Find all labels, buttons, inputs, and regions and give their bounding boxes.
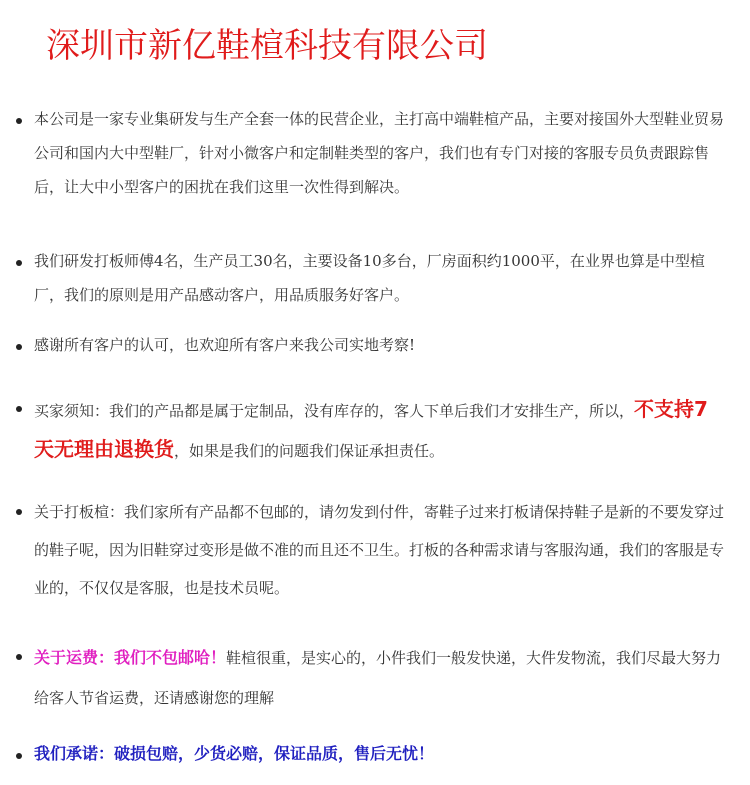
buyer-notice-tail: ，如果是我们的问题我们保证承担责任。 [174, 442, 445, 460]
thanks-paragraph: 感谢所有客户的认可，也欢迎所有客户来我公司实地考察! [34, 336, 416, 354]
bullet-icon [16, 260, 22, 266]
shipping-text: 鞋楦很重，是实心的，小件我们一般发快递，大件发物流，我们尽最大努力给客人节省运费，还请感谢您的理解 [34, 649, 722, 707]
no-return-warning: 不支持7天无理由退换货 [34, 397, 708, 461]
bullet-icon [16, 118, 22, 124]
buyer-notice-paragraph [34, 390, 724, 470]
bullet-icon [16, 406, 22, 412]
sample-last-paragraph: 关于打板楦：我们家所有产品都不包邮的，请勿发到付件，寄鞋子过来打板请保持鞋子是新的不要发穿过的鞋子呢，因为旧鞋穿过变形是做不准的而且还不卫生。打板的各种需求请与客服沟通，我们的客服是专业的，不仅仅是客服，也是技术员呢。 [34, 503, 725, 597]
promise-line: 我们承诺：破损包赔，少货必赔，保证品质，售后无忧！ [34, 744, 435, 763]
intro-paragraph: 本公司是一家专业集研发与生产全套一体的民营企业，主打高中端鞋楦产品，主要对接国外大型鞋业贸易公司和国内大中型鞋厂，针对小微客户和定制鞋类型的客户，我们也有专门对接的客服专员负责跟踪售后，让大中小型客户的困扰在我们这里一次性得到解决。 [34, 110, 725, 196]
buyer-notice-text: 买家须知：我们的产品都是属于定制品，没有库存的，客人下单后我们才安排生产，所以， [34, 402, 635, 420]
shipping-paragraph [34, 638, 724, 718]
bullet-icon [16, 344, 22, 350]
bullet-icon [16, 753, 22, 759]
bullet-icon [16, 654, 22, 660]
shipping-highlight: 关于运费：我们不包邮哈！ [34, 648, 227, 667]
bullet-icon [16, 509, 22, 515]
team-paragraph: 我们研发打板师傅4名，生产员工30名，主要设备10多台，厂房面积约1000平，在业界也算是中型楦厂，我们的原则是用产品感动客户，用品质服务好客户。 [34, 252, 705, 304]
company-title: 深圳市新亿鞋楦科技有限公司 [46, 26, 488, 66]
